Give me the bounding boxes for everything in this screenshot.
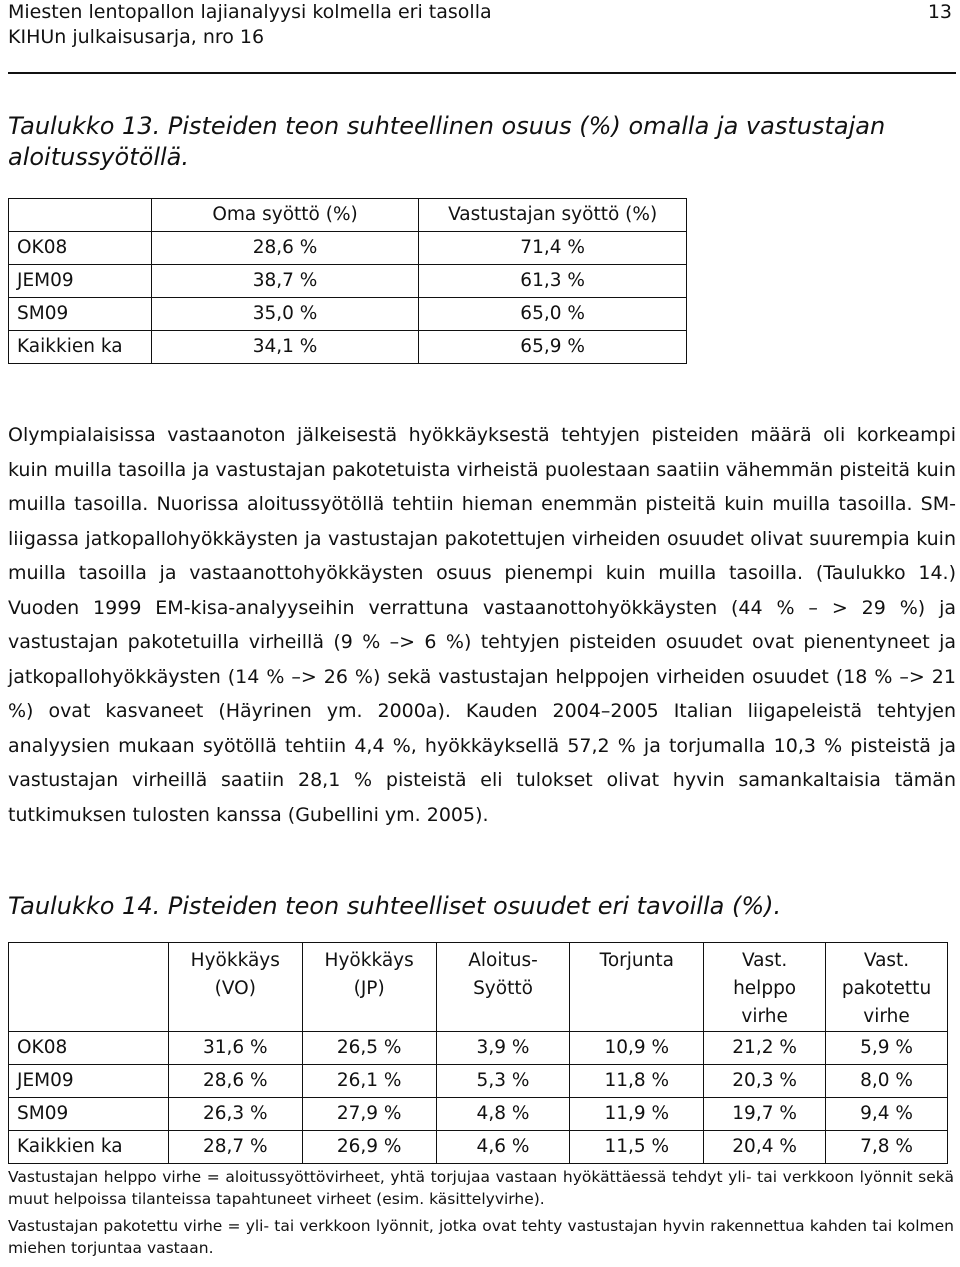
table-cell: 21,2 % xyxy=(704,1032,826,1065)
table-cell: 20,4 % xyxy=(704,1131,826,1164)
table-14 xyxy=(8,942,948,1164)
table-cell: 26,1 % xyxy=(302,1065,436,1098)
header-divider xyxy=(8,72,956,74)
table-cell: 38,7 % xyxy=(151,265,418,298)
table-cell: 5,9 % xyxy=(826,1032,948,1065)
table-cell: 20,3 % xyxy=(704,1065,826,1098)
document-title: Miesten lentopallon lajianalyysi kolmella eri tasolla xyxy=(8,1,492,23)
page-header xyxy=(8,0,956,60)
table-cell: 3,9 % xyxy=(436,1032,570,1065)
table-cell: 28,6 % xyxy=(168,1065,302,1098)
row-label: SM09 xyxy=(9,298,152,331)
table-cell: 65,9 % xyxy=(419,331,687,364)
table-cell: 11,9 % xyxy=(570,1098,704,1131)
header-line: virhe xyxy=(863,1006,910,1027)
table-13-caption: Taulukko 13. Pisteiden teon suhteellinen osuus (%) omalla ja vastustajan aloitussyötöllä. xyxy=(8,112,886,171)
table-header-row xyxy=(9,199,687,232)
table-cell: 31,6 % xyxy=(168,1032,302,1065)
table-cell: 5,3 % xyxy=(436,1065,570,1098)
header-line: Vast. xyxy=(741,950,788,971)
table-row xyxy=(9,232,687,265)
table-cell: 28,7 % xyxy=(168,1131,302,1164)
table-cell: 9,4 % xyxy=(826,1098,948,1131)
table-row xyxy=(9,265,687,298)
row-label: Kaikkien ka xyxy=(9,1131,169,1164)
header-line: Aloitus- xyxy=(468,950,538,971)
table-cell: 8,0 % xyxy=(826,1065,948,1098)
table-header-cell xyxy=(436,943,570,1032)
row-label: OK08 xyxy=(9,232,152,265)
table-cell: 26,3 % xyxy=(168,1098,302,1131)
table-cell: 4,8 % xyxy=(436,1098,570,1131)
header-line: Hyökkäys xyxy=(324,950,414,971)
table-14-caption: Taulukko 14. Pisteiden teon suhteelliset osuudet eri tavoilla (%). xyxy=(8,892,782,920)
row-label: SM09 xyxy=(9,1098,169,1131)
header-line: Hyökkäys xyxy=(190,950,280,971)
header-line: Syöttö xyxy=(473,978,533,999)
table-cell: 27,9 % xyxy=(302,1098,436,1131)
table-header-cell xyxy=(302,943,436,1032)
table-cell: 26,9 % xyxy=(302,1131,436,1164)
body-paragraph: Olympialaisissa vastaanoton jälkeisestä hyökkäyksestä tehtyjen pisteiden määrä oli korkeampi kuin muilla tasoilla ja vastustajan pakotetuista virheistä puolestaan saatiin vähemmän pisteitä kuin muilla tasoilla. Nuorissa aloitussyötöllä tehtiin hieman enemmän pisteitä kuin muilla tasoilla. SM-liigassa jatkopallohyökkäysten ja vastustajan pakotettujen virheiden osuudet olivat suurempia kuin muilla tasoilla ja vastaanottohyökkäysten osuus pienempi kuin muilla tasoilla. (Taulukko 14.) Vuoden 1999 EM-kisa-analyyseihin verrattuna vastaanottohyökkäysten (44 % – > 29 %) ja vastustajan pakotetuilla virheillä (9 % –> 6 %) tehtyjen pisteiden osuudet ovat pienentyneet ja jatkopallohyökkäysten (14 % –> 26 %) sekä vastustajan helppojen virheiden osuudet (18 % –> 21 %) ovat kasvaneet (Häyrinen ym. 2000a). Kauden 2004–2005 Italian liigapeleistä tehtyjen analyysien mukaan syötöllä tehtiin 4,4 %, hyökkäyksellä 57,2 % ja torjumalla 10,3 % pisteistä ja vastustajan virheillä saatiin 28,1 % pisteistä eli tulokset olivat hyvin samankaltaisia tämän tutkimuksen tulosten kanssa (Gubellini ym. 2005). xyxy=(8,424,956,826)
table-cell: 28,6 % xyxy=(151,232,418,265)
header-line: pakotettu xyxy=(841,978,932,999)
footnote-easy-error: Vastustajan helppo virhe = aloitussyöttövirheet, yhtä torjujaa vastaan hyökättäessä tehdyt yli- tai verkkoon lyönnit sekä muut helpoissa tilanteissa tapahtuneet virheet (esim. käsittelyvirhe). xyxy=(8,1168,954,1208)
table-header-cell xyxy=(826,943,948,1032)
table-cell: 4,6 % xyxy=(436,1131,570,1164)
table-cell: 35,0 % xyxy=(151,298,418,331)
header-line: Vast. xyxy=(863,950,910,971)
header-line: (VO) xyxy=(214,978,256,999)
table-header-cell xyxy=(9,199,152,232)
table-row xyxy=(9,298,687,331)
row-label: JEM09 xyxy=(9,1065,169,1098)
table-row xyxy=(9,1065,948,1098)
header-line: (JP) xyxy=(353,978,385,999)
table-cell: 65,0 % xyxy=(419,298,687,331)
table-header-cell xyxy=(9,943,169,1032)
table-cell: 19,7 % xyxy=(704,1098,826,1131)
table-row xyxy=(9,331,687,364)
row-label: OK08 xyxy=(9,1032,169,1065)
table-cell: 11,8 % xyxy=(570,1065,704,1098)
table-cell: 26,5 % xyxy=(302,1032,436,1065)
footnote-forced-error: Vastustajan pakotettu virhe = yli- tai verkkoon lyönnit, jotka ovat tehty vastustajan hyvin rakennettua kahden tai kolmen miehen torjuntaa vastaan. xyxy=(8,1217,954,1257)
table-header-cell xyxy=(570,943,704,1032)
row-label: JEM09 xyxy=(9,265,152,298)
table-cell: 61,3 % xyxy=(419,265,687,298)
header-line: Torjunta xyxy=(599,950,674,971)
table-header-row xyxy=(9,943,948,1032)
table-row xyxy=(9,1032,948,1065)
table-row xyxy=(9,1098,948,1131)
page-number: 13 xyxy=(927,1,952,23)
table-row xyxy=(9,1131,948,1164)
series-title: KIHUn julkaisusarja, nro 16 xyxy=(8,26,265,48)
table-cell: 10,9 % xyxy=(570,1032,704,1065)
table-header-cell xyxy=(704,943,826,1032)
table-cell: 7,8 % xyxy=(826,1131,948,1164)
table-13 xyxy=(8,198,687,364)
table-header-cell: Vastustajan syöttö (%) xyxy=(419,199,687,232)
header-line: helppo xyxy=(733,978,797,999)
row-label: Kaikkien ka xyxy=(9,331,152,364)
header-line: virhe xyxy=(741,1006,788,1027)
table-cell: 71,4 % xyxy=(419,232,687,265)
table-header-cell: Oma syöttö (%) xyxy=(151,199,418,232)
table-cell: 11,5 % xyxy=(570,1131,704,1164)
table-header-cell xyxy=(168,943,302,1032)
table-cell: 34,1 % xyxy=(151,331,418,364)
